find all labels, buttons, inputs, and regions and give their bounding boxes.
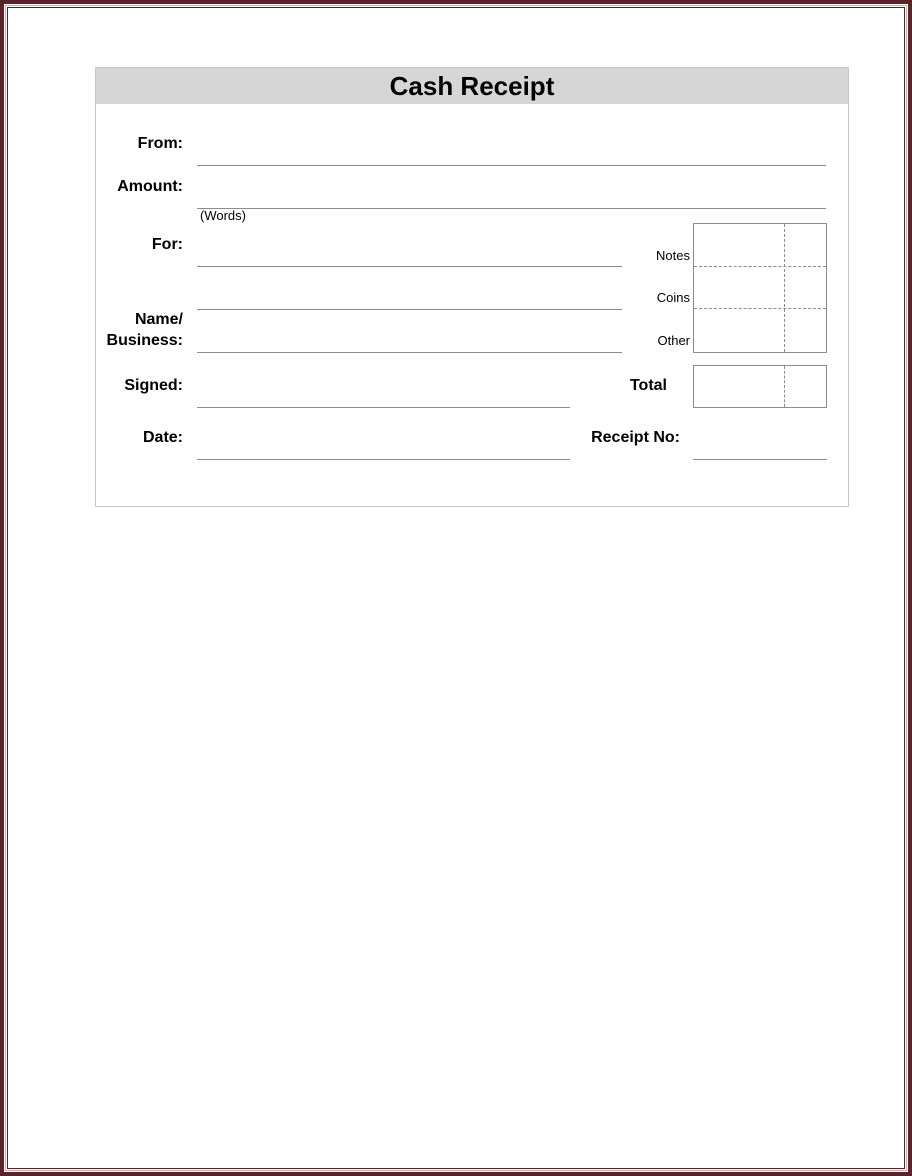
date-label: Date: [142, 429, 183, 446]
total-cents-divider [784, 366, 785, 407]
signed-label: Signed: [124, 377, 183, 394]
for-field-line-2[interactable] [197, 309, 622, 310]
business-label: Business: [106, 332, 183, 349]
coins-amount-field[interactable] [694, 267, 784, 308]
name-business-field[interactable] [197, 352, 622, 353]
signed-field[interactable] [197, 407, 570, 408]
cash-receipt-form [95, 67, 849, 507]
notes-label: Notes [656, 248, 690, 263]
receipt-title: Cash Receipt [389, 71, 555, 101]
amount-words-hint: (Words) [200, 208, 246, 223]
amount-field[interactable] [197, 208, 826, 209]
name-label: Name/ [134, 311, 183, 328]
receipt-no-field[interactable] [693, 459, 827, 460]
date-field[interactable] [197, 459, 570, 460]
total-label: Total [629, 377, 667, 394]
from-label: From: [137, 135, 183, 152]
total-box[interactable] [693, 365, 827, 408]
for-field-line-1[interactable] [197, 266, 622, 267]
notes-amount-field[interactable] [694, 224, 784, 266]
title-bar [96, 68, 848, 104]
other-label: Other [657, 333, 690, 348]
other-amount-field[interactable] [694, 309, 784, 352]
coins-label: Coins [656, 290, 690, 305]
breakdown-cents-divider [784, 224, 785, 352]
for-label: For: [151, 236, 183, 253]
amount-label: Amount: [117, 178, 183, 195]
from-field[interactable] [197, 165, 826, 166]
receipt-no-label: Receipt No: [591, 429, 680, 446]
